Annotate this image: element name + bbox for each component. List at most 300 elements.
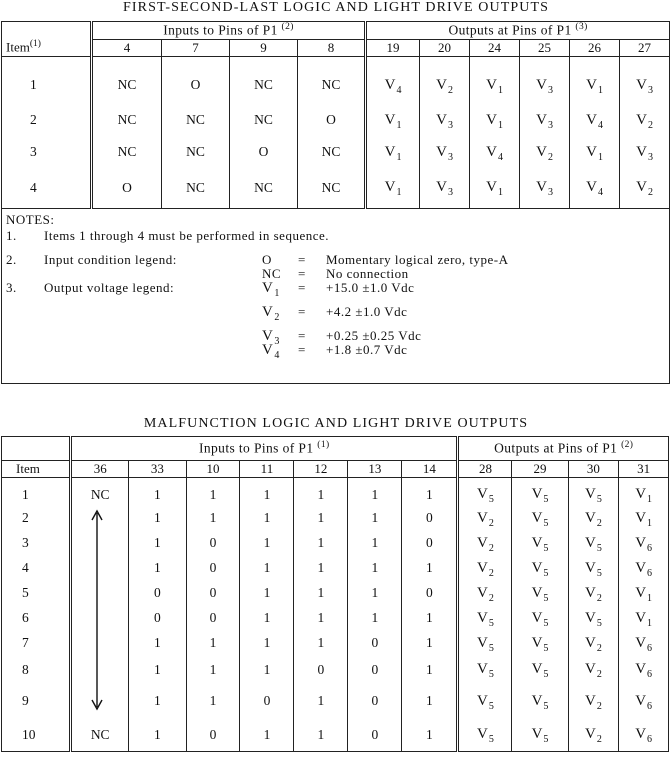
v-letter: V — [477, 634, 488, 651]
v-letter: V — [477, 661, 488, 677]
table1-title: FIRST-SECOND-LAST LOGIC AND LIGHT DRIVE OUTPUTS — [123, 0, 549, 15]
input-value: 1 — [294, 506, 348, 531]
v-letter: V — [536, 111, 547, 128]
v-subscript: 1 — [396, 151, 402, 163]
input-value: NC — [92, 56, 162, 104]
v-subscript: 4 — [597, 119, 603, 131]
input-value: 1 — [129, 656, 186, 684]
input-value: NC — [298, 56, 366, 104]
v-letter: V — [531, 661, 543, 677]
v-letter: V — [584, 726, 596, 743]
v-letter: V — [384, 143, 396, 160]
output-voltage — [366, 104, 420, 136]
item-number: 6 — [2, 606, 71, 631]
v-letter: V — [584, 486, 596, 503]
output-voltage — [619, 478, 669, 506]
v-subscript: 1 — [647, 494, 653, 506]
input-value: 1 — [294, 531, 348, 556]
v-letter: V — [635, 692, 647, 709]
output-voltage — [619, 719, 669, 752]
item-number: 5 — [2, 581, 71, 606]
v-subscript: 6 — [647, 669, 653, 680]
output-voltage — [568, 656, 619, 684]
input-pin-header: 11 — [240, 461, 294, 478]
output-voltage — [420, 136, 470, 168]
v-letter: V — [531, 609, 543, 626]
v-subscript: 5 — [488, 494, 494, 506]
v-letter: V — [635, 661, 647, 677]
output-voltage — [470, 104, 520, 136]
input-value: 0 — [402, 531, 458, 556]
output-voltage — [619, 581, 669, 606]
v-subscript: 1 — [647, 592, 653, 604]
input-value: NC — [298, 168, 366, 208]
v-letter: V — [486, 179, 497, 196]
input-value: 0 — [186, 719, 240, 752]
input-pin-header: 14 — [402, 461, 458, 478]
v-letter: V — [635, 584, 647, 601]
v-letter: V — [584, 559, 596, 576]
outputs-header: Outputs at Pins of P1 $^{(3)}$ — [366, 22, 670, 40]
input-value: 1 — [294, 631, 348, 656]
input-value: 1 — [294, 556, 348, 581]
input-value: NC — [230, 104, 298, 136]
v-letter: V — [531, 509, 543, 526]
input-value: 1 — [348, 478, 402, 506]
v-subscript: 5 — [543, 642, 549, 654]
input-value: 1 — [294, 719, 348, 752]
v-letter: V — [635, 726, 647, 743]
output-voltage — [512, 531, 568, 556]
input-value: 1 — [186, 684, 240, 719]
input-value: 1 — [129, 478, 186, 506]
v-subscript: 5 — [488, 642, 494, 654]
v-letter: V — [531, 534, 543, 551]
input-value: 1 — [240, 531, 294, 556]
v-letter: V — [586, 111, 597, 128]
v-letter: V — [586, 76, 597, 93]
note3-label: Output voltage legend: — [44, 279, 175, 295]
outputs-header: Outputs at Pins of P1 $^{(2)}$ — [458, 437, 669, 461]
output-voltage — [619, 556, 669, 581]
v-letter: V — [586, 143, 597, 160]
legend-v2-symbol: $V_2$ — [262, 303, 280, 323]
output-voltage — [458, 656, 512, 684]
input-pin-header: 7 — [162, 39, 230, 56]
input-value: 1 — [402, 478, 458, 506]
notes-heading: NOTES: — [6, 211, 55, 227]
v-subscript: 2 — [647, 119, 653, 131]
output-voltage — [512, 606, 568, 631]
v-subscript: 3 — [647, 84, 653, 96]
output-voltage — [568, 606, 619, 631]
v-subscript: 2 — [488, 592, 494, 604]
v-letter: V — [486, 76, 497, 93]
pin36-nc-last: NC — [71, 719, 129, 752]
v-subscript: 6 — [647, 542, 653, 554]
v-letter: V — [536, 76, 547, 93]
output-voltage — [570, 56, 620, 104]
note1-number: 1. — [6, 227, 17, 243]
input-pin-header: 13 — [348, 461, 402, 478]
table-row — [2, 104, 670, 136]
input-value: 1 — [186, 478, 240, 506]
legend-v1-text: +15.0 ±1.0 Vdc — [326, 279, 415, 295]
note2-zero-text: Momentary logical zero, type-A — [326, 251, 509, 267]
output-voltage — [620, 104, 670, 136]
input-value: 0 — [186, 581, 240, 606]
input-value: 0 — [294, 656, 348, 684]
output-voltage — [620, 56, 670, 104]
notes-section — [2, 208, 670, 383]
output-voltage — [458, 581, 512, 606]
v-subscript: 2 — [596, 592, 602, 604]
v-subscript: 3 — [547, 84, 553, 96]
output-voltage — [619, 631, 669, 656]
output-voltage — [568, 631, 619, 656]
output-voltage — [512, 478, 568, 506]
output-voltage — [570, 136, 620, 168]
output-voltage — [520, 56, 570, 104]
output-voltage — [512, 656, 568, 684]
input-value: 1 — [348, 581, 402, 606]
v-letter: V — [636, 111, 647, 128]
v-letter: V — [635, 534, 647, 551]
v-subscript: 3 — [447, 119, 453, 131]
note1-text: Items 1 through 4 must be performed in sequence. — [44, 227, 330, 243]
item-number: 1 — [2, 56, 92, 104]
output-pin-header: 27 — [620, 39, 670, 56]
input-pin-header: 36 — [71, 461, 129, 478]
output-voltage — [366, 56, 420, 104]
input-value: 0 — [348, 684, 402, 719]
input-pin-header: 33 — [129, 461, 186, 478]
input-value: NC — [230, 56, 298, 104]
v-letter: V — [636, 76, 647, 93]
v-subscript: 2 — [596, 517, 602, 529]
output-voltage — [620, 168, 670, 208]
v-subscript: 5 — [543, 592, 549, 604]
table-row — [2, 719, 669, 752]
note2-zero-equals: = — [298, 251, 306, 267]
v-subscript: 4 — [597, 187, 603, 199]
item-header: Item$^{(1)}$ — [2, 22, 92, 57]
input-value: 1 — [348, 606, 402, 631]
v-subscript: 6 — [647, 700, 653, 712]
input-value: O — [92, 168, 162, 208]
output-voltage — [512, 631, 568, 656]
note2-nc-text: No connection — [326, 265, 409, 281]
output-pin-header: 20 — [420, 39, 470, 56]
legend-v1-equals: = — [298, 279, 306, 295]
v-subscript: 5 — [543, 700, 549, 712]
v-subscript: 6 — [647, 642, 653, 654]
legend-v4-text: +1.8 ±0.7 Vdc — [326, 341, 408, 357]
note2-number: 2. — [6, 251, 17, 267]
v-letter: V — [584, 692, 596, 709]
input-value: 0 — [186, 531, 240, 556]
output-pin-header: 29 — [512, 461, 568, 478]
output-pin-header: 24 — [470, 39, 520, 56]
v-letter: V — [477, 486, 488, 503]
legend-v2-equals: = — [298, 303, 306, 319]
input-value: 0 — [129, 606, 186, 631]
v-letter: V — [384, 111, 396, 128]
output-voltage — [420, 168, 470, 208]
v-letter: V — [635, 609, 647, 626]
legend-v4-symbol: $V_4$ — [262, 341, 280, 361]
output-voltage — [470, 136, 520, 168]
v-letter: V — [477, 534, 488, 551]
input-value: 0 — [186, 556, 240, 581]
output-voltage — [366, 168, 420, 208]
input-value: 1 — [294, 478, 348, 506]
v-letter: V — [584, 509, 596, 526]
v-subscript: 4 — [396, 84, 402, 96]
v-subscript: 1 — [396, 119, 402, 131]
input-value: 1 — [294, 606, 348, 631]
v-letter: V — [584, 584, 596, 601]
legend-v3-symbol: $V_3$ — [262, 327, 280, 347]
v-letter: V — [635, 634, 647, 651]
output-voltage — [512, 684, 568, 719]
input-value: 1 — [129, 719, 186, 752]
v-subscript: 5 — [596, 542, 602, 554]
input-value: 1 — [186, 506, 240, 531]
note2-label: Input condition legend: — [44, 251, 177, 267]
v-subscript: 3 — [447, 151, 453, 163]
v-letter: V — [477, 692, 488, 709]
v-subscript: 3 — [647, 151, 653, 163]
item-number: 2 — [2, 104, 92, 136]
output-voltage — [512, 506, 568, 531]
v-letter: V — [384, 76, 396, 93]
output-voltage — [458, 531, 512, 556]
item-header-spacer — [2, 437, 71, 461]
item-header: Item — [2, 461, 71, 478]
v-subscript: 2 — [488, 567, 494, 579]
output-voltage — [570, 168, 620, 208]
input-pin-header: 12 — [294, 461, 348, 478]
output-voltage — [458, 506, 512, 531]
v-subscript: 5 — [543, 542, 549, 554]
input-value: NC — [162, 104, 230, 136]
input-value: NC — [298, 136, 366, 168]
v-subscript: 1 — [497, 187, 503, 199]
v-subscript: 2 — [596, 669, 602, 680]
output-voltage — [420, 104, 470, 136]
v-letter: V — [531, 634, 543, 651]
input-value: 0 — [129, 581, 186, 606]
input-value: 0 — [348, 656, 402, 684]
output-voltage — [512, 581, 568, 606]
input-value: 1 — [240, 556, 294, 581]
v-letter: V — [584, 534, 596, 551]
output-pin-header: 30 — [568, 461, 619, 478]
note2-zero-symbol: O — [262, 251, 272, 267]
v-letter: V — [584, 661, 596, 677]
item-number: 3 — [2, 136, 92, 168]
output-voltage — [619, 606, 669, 631]
output-voltage — [470, 168, 520, 208]
input-value: 1 — [240, 478, 294, 506]
input-value: O — [298, 104, 366, 136]
double-arrow-icon — [73, 507, 127, 717]
table-row — [2, 506, 669, 531]
v-letter: V — [384, 179, 396, 196]
v-letter: V — [477, 726, 488, 743]
input-value: 1 — [129, 556, 186, 581]
v-letter: V — [477, 509, 488, 526]
output-voltage — [619, 656, 669, 684]
input-value: 1 — [402, 556, 458, 581]
logic-outputs-table — [1, 21, 670, 384]
v-letter: V — [635, 509, 647, 526]
input-value: 1 — [240, 631, 294, 656]
v-letter: V — [531, 692, 543, 709]
legend-v4-equals: = — [298, 341, 306, 357]
output-voltage — [619, 506, 669, 531]
v-subscript: 3 — [547, 187, 553, 199]
v-letter: V — [584, 634, 596, 651]
v-subscript: 5 — [543, 517, 549, 529]
input-value: 1 — [129, 684, 186, 719]
input-value: 1 — [348, 556, 402, 581]
item-number: 10 — [2, 719, 71, 752]
input-value: NC — [92, 136, 162, 168]
v-letter: V — [531, 486, 543, 503]
v-letter: V — [477, 609, 488, 626]
table-row — [2, 56, 670, 104]
input-value: NC — [162, 136, 230, 168]
item-number: 1 — [2, 478, 71, 506]
v-letter: V — [531, 584, 543, 601]
legend-v3-equals: = — [298, 327, 306, 343]
v-letter: V — [584, 609, 596, 626]
input-value: 0 — [402, 581, 458, 606]
v-letter: V — [536, 143, 547, 160]
output-voltage — [520, 168, 570, 208]
input-value: 1 — [402, 606, 458, 631]
v-subscript: 5 — [543, 617, 549, 629]
output-voltage — [570, 104, 620, 136]
legend-v1-symbol: $V_1$ — [262, 279, 280, 299]
v-subscript: 5 — [543, 734, 549, 746]
output-voltage — [568, 684, 619, 719]
v-subscript: 2 — [647, 187, 653, 199]
input-value: 0 — [240, 684, 294, 719]
item-number: 7 — [2, 631, 71, 656]
output-voltage — [366, 136, 420, 168]
input-value: 1 — [240, 719, 294, 752]
input-value: O — [162, 56, 230, 104]
input-value: 1 — [402, 684, 458, 719]
output-voltage — [619, 684, 669, 719]
input-value: 1 — [402, 656, 458, 684]
table-row — [2, 168, 670, 208]
v-letter: V — [477, 584, 488, 601]
v-letter: V — [531, 726, 543, 743]
output-pin-header: 28 — [458, 461, 512, 478]
input-pin-header: 10 — [186, 461, 240, 478]
v-subscript: 6 — [647, 567, 653, 579]
v-subscript: 5 — [488, 669, 494, 680]
output-voltage — [568, 531, 619, 556]
malfunction-outputs-table — [1, 436, 669, 752]
v-subscript: 2 — [596, 734, 602, 746]
v-subscript: 3 — [547, 119, 553, 131]
output-voltage — [568, 581, 619, 606]
output-voltage — [458, 631, 512, 656]
input-value: NC — [92, 104, 162, 136]
item-number: 9 — [2, 684, 71, 719]
output-voltage — [420, 56, 470, 104]
input-value: 1 — [294, 581, 348, 606]
output-voltage — [520, 136, 570, 168]
pin36-arrow — [71, 506, 129, 719]
v-subscript: 5 — [596, 567, 602, 579]
item-number: 3 — [2, 531, 71, 556]
v-subscript: 5 — [543, 494, 549, 506]
table-row — [2, 136, 670, 168]
v-letter: V — [477, 559, 488, 576]
table2-title: MALFUNCTION LOGIC AND LIGHT DRIVE OUTPUTS — [143, 416, 529, 431]
input-pin-header: 9 — [230, 39, 298, 56]
item-number: 2 — [2, 506, 71, 531]
input-value: 1 — [348, 506, 402, 531]
note3-number: 3. — [6, 279, 17, 295]
output-pin-header: 19 — [366, 39, 420, 56]
input-value: 1 — [129, 531, 186, 556]
v-subscript: 5 — [596, 617, 602, 629]
pin36-nc-first: NC — [71, 478, 129, 506]
input-value: 1 — [348, 531, 402, 556]
v-letter: V — [436, 179, 447, 196]
input-pin-header: 8 — [298, 39, 366, 56]
item-number: 4 — [2, 556, 71, 581]
output-voltage — [458, 684, 512, 719]
v-subscript: 5 — [488, 700, 494, 712]
v-letter: V — [586, 179, 597, 196]
v-subscript: 2 — [547, 151, 553, 163]
output-voltage — [458, 556, 512, 581]
output-voltage — [520, 104, 570, 136]
input-value: 0 — [186, 606, 240, 631]
input-value: NC — [230, 168, 298, 208]
input-value: 1 — [186, 631, 240, 656]
output-voltage — [568, 478, 619, 506]
v-subscript: 2 — [596, 700, 602, 712]
output-voltage — [568, 719, 619, 752]
output-pin-header: 31 — [619, 461, 669, 478]
inputs-header: Inputs to Pins of P1 $^{(1)}$ — [71, 437, 458, 461]
output-voltage — [568, 556, 619, 581]
v-letter: V — [536, 179, 547, 196]
output-voltage — [470, 56, 520, 104]
input-value: O — [230, 136, 298, 168]
input-value: 1 — [294, 684, 348, 719]
input-value: 1 — [240, 581, 294, 606]
v-subscript: 1 — [497, 84, 503, 96]
input-value: 0 — [348, 719, 402, 752]
legend-v3-text: +0.25 ±0.25 Vdc — [326, 327, 422, 343]
v-letter: V — [436, 143, 447, 160]
item-number: 4 — [2, 168, 92, 208]
input-value: 1 — [129, 631, 186, 656]
v-subscript: 5 — [543, 567, 549, 579]
output-voltage — [458, 606, 512, 631]
input-value: 1 — [240, 606, 294, 631]
